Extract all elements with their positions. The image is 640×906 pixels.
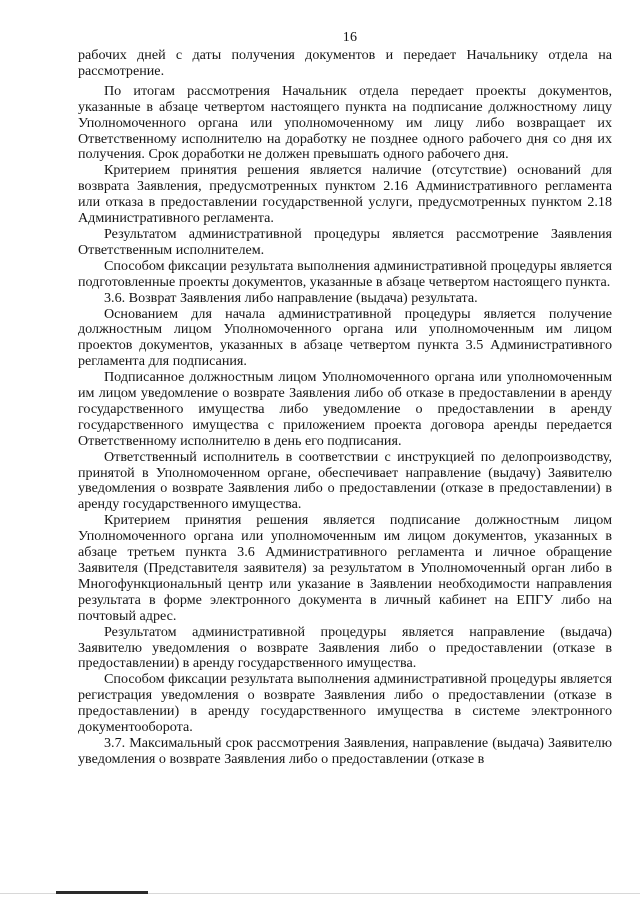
paragraph-fixation-method-2: Способом фиксации результата выполнения административной процедуры является регистрация уведомления о возврате Заявления либо о предоставлении (отказе в предоставлении) в аренду государственного имущества в системе электронного документооборота. <box>78 671 612 736</box>
paragraph-continuation: рабочих дней с даты получения документов и передает Начальнику отдела на рассмотрение. <box>78 47 612 79</box>
scan-edge-mark <box>56 891 148 894</box>
paragraph-decision-criterion: Критерием принятия решения является наличие (отсутствие) оснований для возврата Заявления, предусмотренных пунктом 2.16 Административного регламента или отказа в предоставлении государственной услуги, предусмотренных пунктом 2.18 Административного регламента. <box>78 162 612 227</box>
paragraph-procedure-result: Результатом административной процедуры является рассмотрение Заявления Ответственным исполнителем. <box>78 225 612 258</box>
document-body <box>78 48 612 768</box>
paragraph-review-results: По итогам рассмотрения Начальник отдела передает проекты документов, указанные в абзаце четвертом настоящего пункта на подписание должностному лицу Уполномоченного органа или уполномоченному им лицу либо возвращает их Ответственному исполнителю на доработку не позднее одного рабочего дня со дня их получения. Срок доработки не должен превышать одного рабочего дня. <box>78 82 612 163</box>
paragraph-decision-criterion-2: Критерием принятия решения является подписание должностным лицом Уполномоченного органа или уполномоченным им лицом документов, указанных в абзаце третьем пункта 3.6 Административного регламента и личное обращение Заявителя (Представителя заявителя) за результатом в Уполномоченный орган либо в Многофункциональный центр или указание в Заявлении необходимости направления результата в форме электронного документа в личный кабинет на ЕПГУ либо на почтовый адрес. <box>78 512 612 624</box>
paragraph-responsible-executor: Ответственный исполнитель в соответствии с инструкцией по делопроизводству, принятой в Уполномоченном органе, обеспечивает направление (выдачу) Заявителю уведомления о возврате Заявления либо о предоставлении (отказе в предоставлении) в аренду государственного имущества. <box>78 448 612 513</box>
paragraph-fixation-method: Способом фиксации результата выполнения административной процедуры является подготовленные проекты документов, указанные в абзаце четвертом настоящего пункта. <box>78 257 612 290</box>
section-heading-3-7: 3.7. Максимальный срок рассмотрения Заявления, направление (выдача) Заявителю уведомления о возврате Заявления либо о предоставлении (отказе в <box>78 734 612 767</box>
paragraph-procedure-result-2: Результатом административной процедуры является направление (выдача) Заявителю уведомления о возврате Заявления либо о предоставлении (отказе в предоставлении) в аренду государственного имущества. <box>78 623 612 672</box>
section-heading-3-6: 3.6. Возврат Заявления либо направление (выдача) результата. <box>104 289 478 306</box>
paragraph-procedure-basis: Основанием для начала административной процедуры является получение должностным лицом Уполномоченного органа или уполномоченным им лицом проектов документов, указанных в абзаце четвертом пункта 3.5 Административного регламента для подписания. <box>78 305 612 370</box>
paragraph-signed-notice: Подписанное должностным лицом Уполномоченного органа или уполномоченным им лицом уведомление о возврате Заявления либо об отказе в предоставлении в аренду государственного имущества либо уведомление о предоставлении в аренду государственного имущества с приложением проекта договора аренды передается Ответственному исполнителю в день его подписания. <box>78 369 612 449</box>
page-number: 16 <box>342 30 358 45</box>
